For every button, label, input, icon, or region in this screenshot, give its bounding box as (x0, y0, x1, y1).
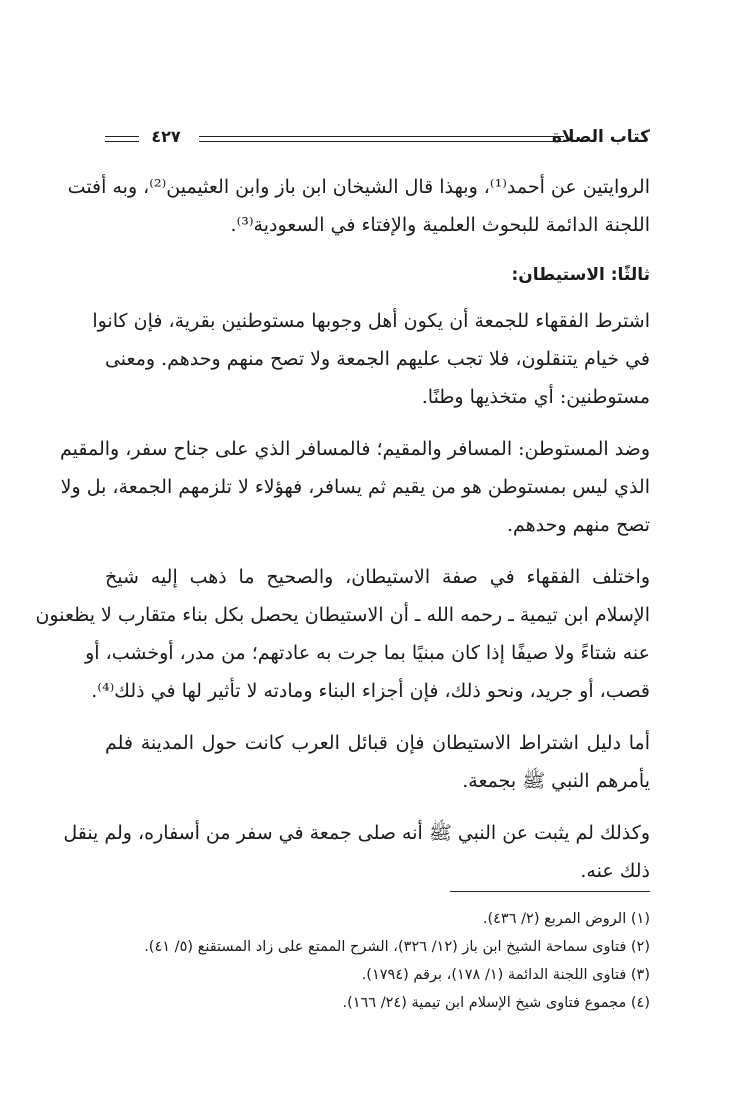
body-line: عنه شتاءً ولا صيفًا إذا كان مبنيًا بما جرت به عادتهم؛ من مدر، أوخشب، أو (85, 642, 650, 664)
body-line: الذي ليس بمستوطن هو من يقيم ثم يسافر، فهؤلاء لا تلزمهم الجمعة، بل ولا (60, 476, 650, 498)
header-rule (105, 136, 139, 137)
header-rule (105, 141, 139, 142)
page-header (105, 122, 650, 158)
body-line: تصح منهم وحدهم. (506, 514, 650, 536)
section-subheading: ثالثًا: الاستيطان: (511, 265, 650, 285)
footnote: (٣) فتاوى اللجنة الدائمة (١/ ١٧٨)، برقم (١٧٩٤). (361, 967, 650, 983)
footnote-separator (450, 891, 650, 892)
body-line: اللجنة الدائمة للبحوث العلمية والإفتاء في السعودية⁽³⁾. (230, 214, 650, 236)
book-title: كتاب الصلاة (551, 127, 650, 147)
header-rule (199, 141, 564, 142)
body-line: وضد المستوطن: المسافر والمقيم؛ فالمسافر الذي على جناح سفر، والمقيم (59, 438, 650, 460)
body-line: واختلف الفقهاء في صفة الاستيطان، والصحيح ما ذهب إليه شيخ (105, 566, 650, 588)
body-line: الإسلام ابن تيمية ـ رحمه الله ـ أن الاستيطان يحصل بكل بناء متقارب لا يظعنون (35, 604, 650, 626)
body-line: قصب، أو جريد، ونحو ذلك، فإن أجزاء البناء ومادته لا تأثير لها في ذلك⁽⁴⁾. (91, 680, 650, 702)
page-number: ٤٢٧ (151, 127, 181, 146)
body-line: في خيام يتنقلون، فلا تجب عليهم الجمعة ولا تصح منهم وحدهم. ومعنى (104, 348, 650, 370)
body-line: أما دليل اشتراط الاستيطان فإن قبائل العرب كانت حول المدينة فلم (105, 732, 650, 754)
body-line: مستوطنين: أي متخذيها وطنًا. (421, 386, 650, 408)
body-line: ذلك عنه. (580, 860, 650, 882)
footnote: (٤) مجموع فتاوى شيخ الإسلام ابن تيمية (٢٤/ ١٦٦). (342, 995, 650, 1011)
body-line: يأمرهم النبي ﷺ بجمعة. (462, 770, 650, 792)
footnote: (١) الروض المربع (٢/ ٤٣٦). (482, 911, 650, 927)
body-line: الروايتين عن أحمد⁽¹⁾، وبهذا قال الشيخان ابن باز وابن العثيمين⁽²⁾، وبه أفتت (67, 176, 650, 198)
body-line: اشترط الفقهاء للجمعة أن يكون أهل وجوبها مستوطنين بقرية، فإن كانوا (92, 310, 650, 332)
body-line: وكذلك لم يثبت عن النبي ﷺ أنه صلى جمعة في سفر من أسفاره، ولم ينقل (63, 822, 650, 844)
footnote: (٢) فتاوى سماحة الشيخ ابن باز (١٢/ ٣٢٦)، الشرح الممتع على زاد المستقنع (٥/ ٤١). (144, 939, 650, 955)
header-rule (199, 136, 564, 137)
